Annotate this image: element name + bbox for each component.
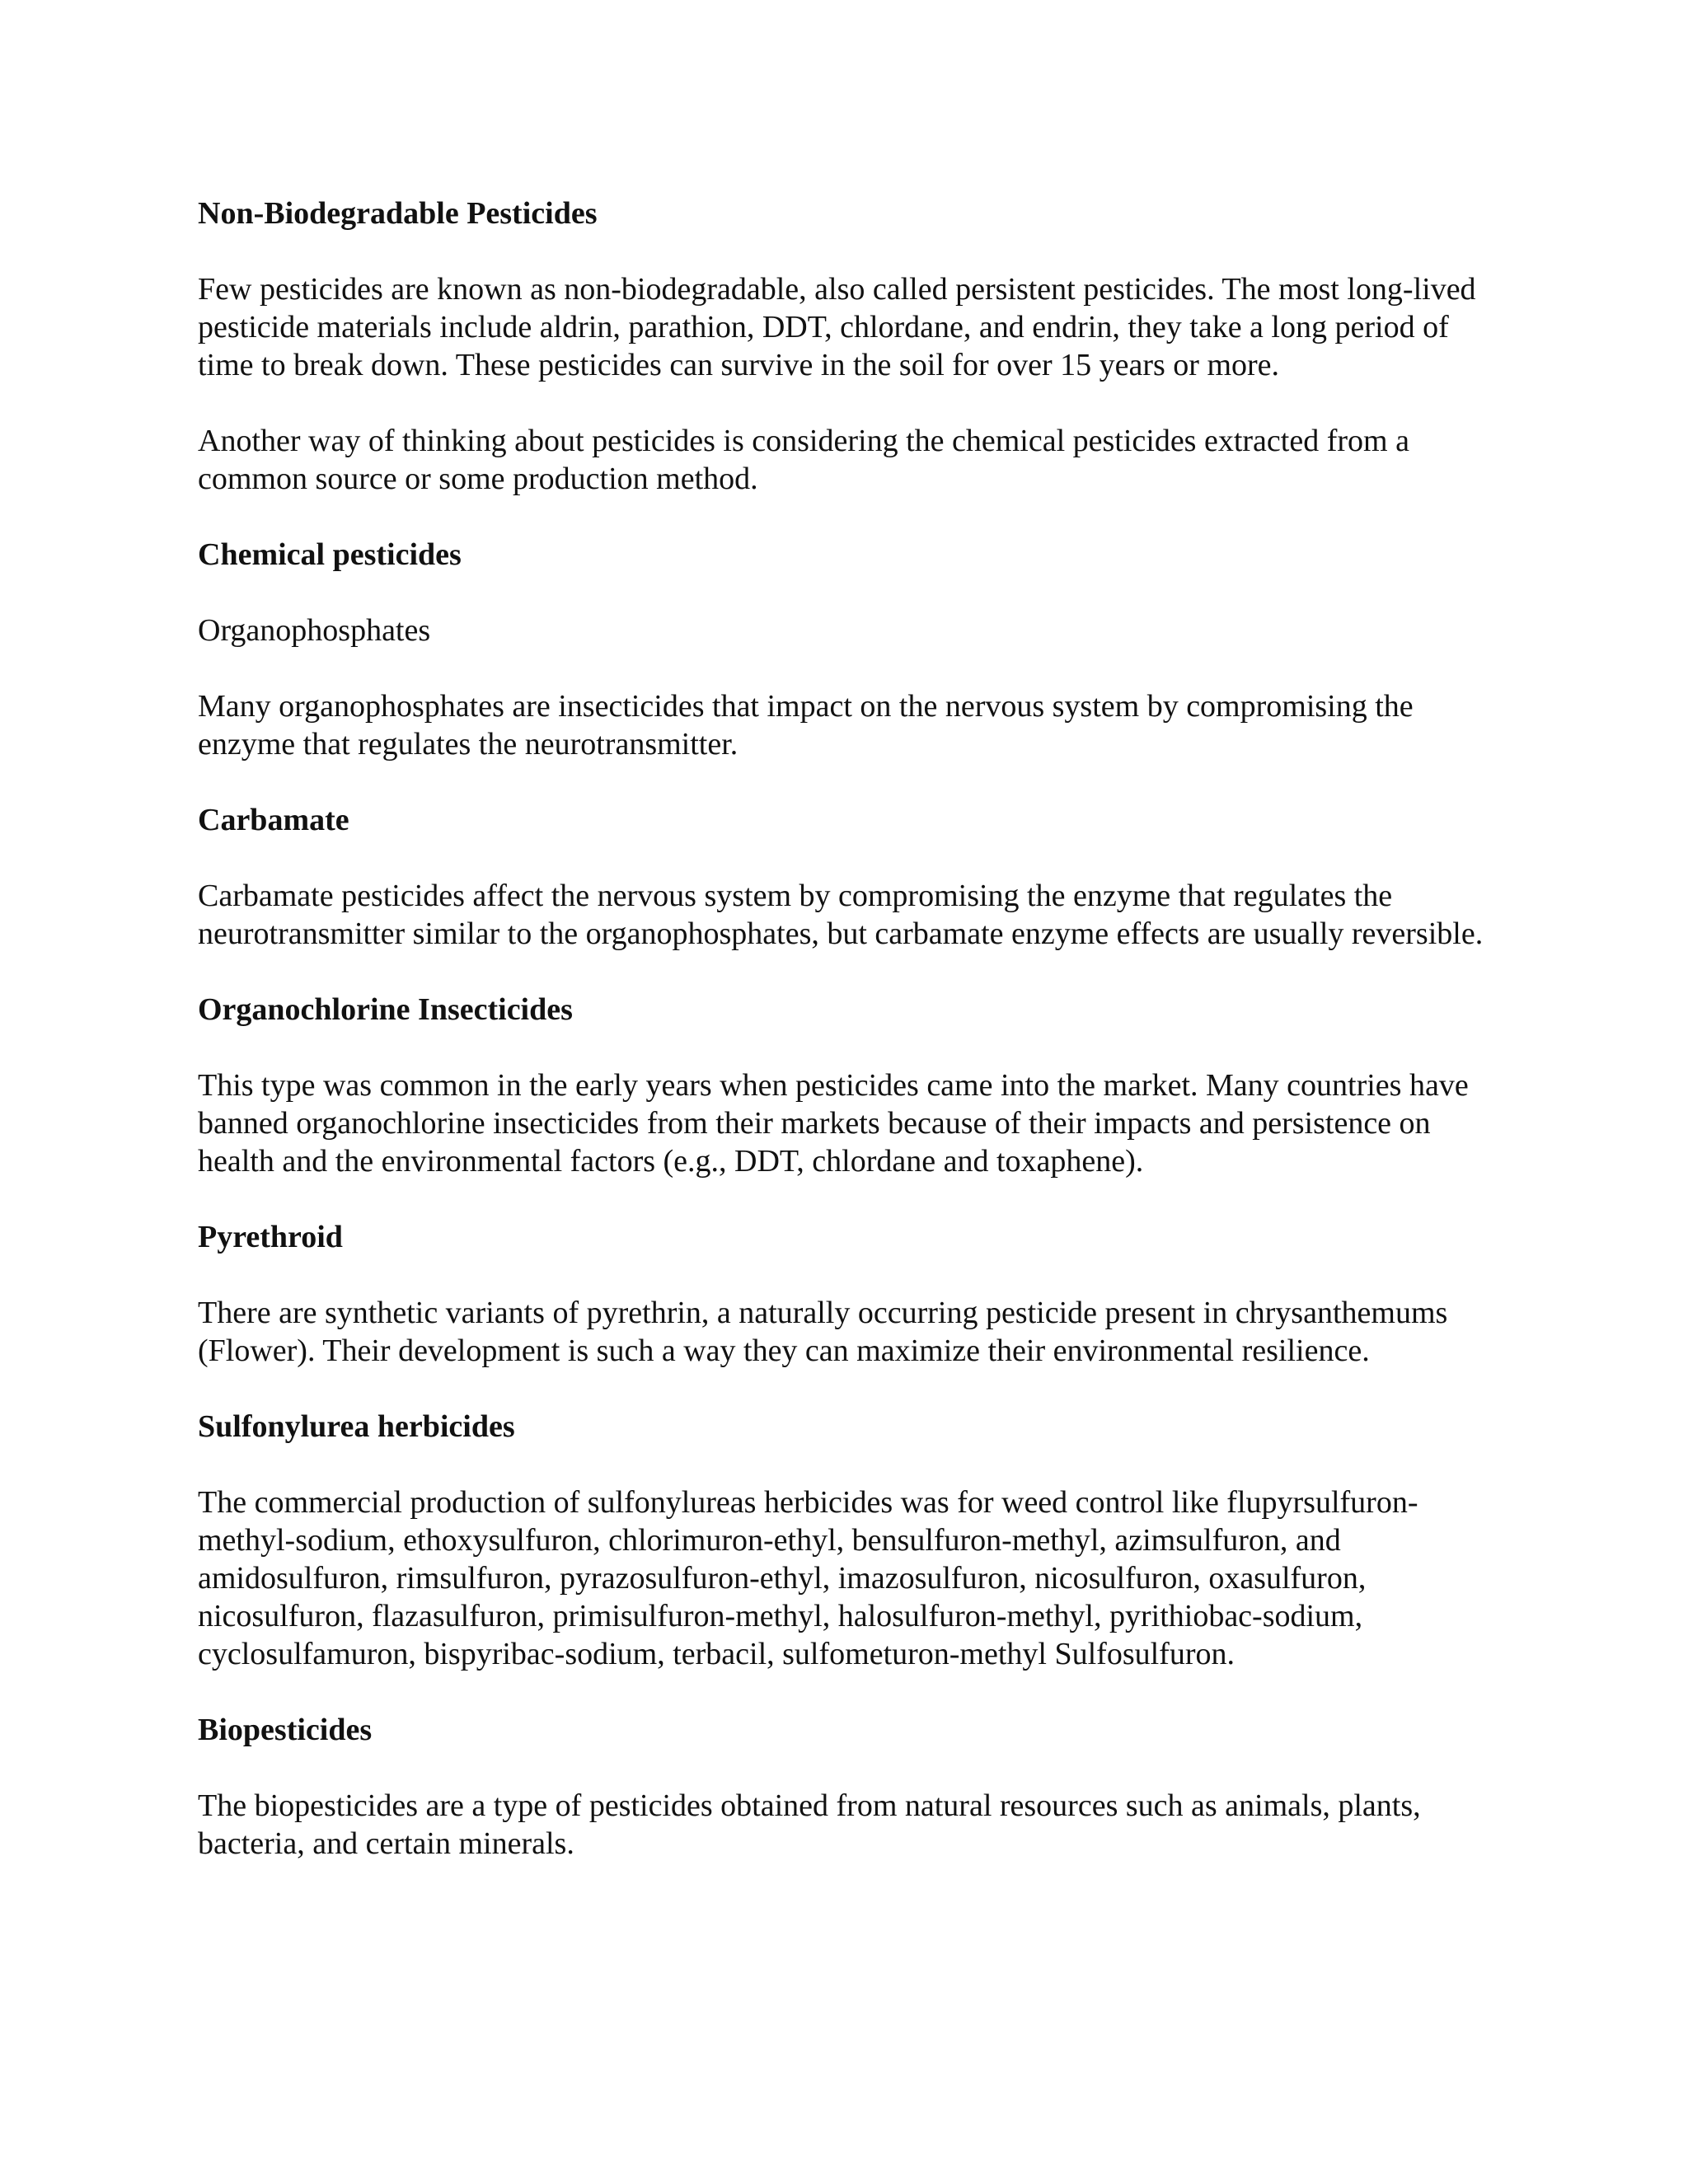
section-heading-chemical-pesticides: Chemical pesticides [198, 537, 462, 572]
paragraph-sulfonylurea: The commercial production of sulfonylureas herbicides was for weed control like flupyrsulfuron-methyl-sodium, ethoxysulfuron, chlorimuron-ethyl, bensulfuron-methyl, azimsulfuron, and amidosulfuron, rimsulfuron, pyrazosulfuron-ethyl, imazosulfuron, nicosulfuron, oxasulfuron, nicosulfuron, flazasulfuron, primisulfuron-methyl, halosulfuron-methyl, pyrithiobac-sodium, cyclosulfamuron, bispyribac-sodium, terbacil, sulfometuron-methyl Sulfosulfuron. [198, 1485, 1418, 1671]
paragraph-biopesticides: The biopesticides are a type of pesticides obtained from natural resources such as animals, plants, bacteria, and certain minerals. [198, 1788, 1421, 1861]
paragraph-carbamate: Carbamate pesticides affect the nervous system by compromising the enzyme that regulates the neurotransmitter similar to the organophosphates, but carbamate enzyme effects are usually reversible. [198, 879, 1484, 951]
paragraph-another-way: Another way of thinking about pesticides is considering the chemical pesticides extracted from a common source or some production method. [198, 424, 1409, 496]
paragraph-organochlorine: This type was common in the early years when pesticides came into the market. Many countries have banned organochlorine insecticides from their markets because of their impacts and persistence on health and the environmental factors (e.g., DDT, chlordane and toxaphene). [198, 1068, 1469, 1179]
paragraph-persistent-pesticides: Few pesticides are known as non-biodegradable, also called persistent pesticides. The most long-lived pesticide materials include aldrin, parathion, DDT, chlordane, and endrin, they take a long period of time to break down. These pesticides can survive in the soil for over 15 years or more. [198, 272, 1476, 382]
section-heading-sulfonylurea: Sulfonylurea herbicides [198, 1409, 515, 1444]
section-heading-pyrethroid: Pyrethroid [198, 1220, 343, 1254]
section-heading-carbamate: Carbamate [198, 803, 349, 837]
subheading-organophosphates: Organophosphates [198, 613, 431, 648]
section-heading-biopesticides: Biopesticides [198, 1713, 373, 1747]
paragraph-pyrethroid: There are synthetic variants of pyrethrin, a naturally occurring pesticide present in chrysanthemums (Flower). Their development is such a way they can maximize their environmental resilience. [198, 1296, 1448, 1368]
document-body [198, 194, 1492, 1900]
paragraph-organophosphates: Many organophosphates are insecticides that impact on the nervous system by compromising the enzyme that regulates the neurotransmitter. [198, 689, 1414, 762]
section-heading-non-biodegradable: Non-Biodegradable Pesticides [198, 196, 598, 231]
section-heading-organochlorine: Organochlorine Insecticides [198, 992, 573, 1027]
